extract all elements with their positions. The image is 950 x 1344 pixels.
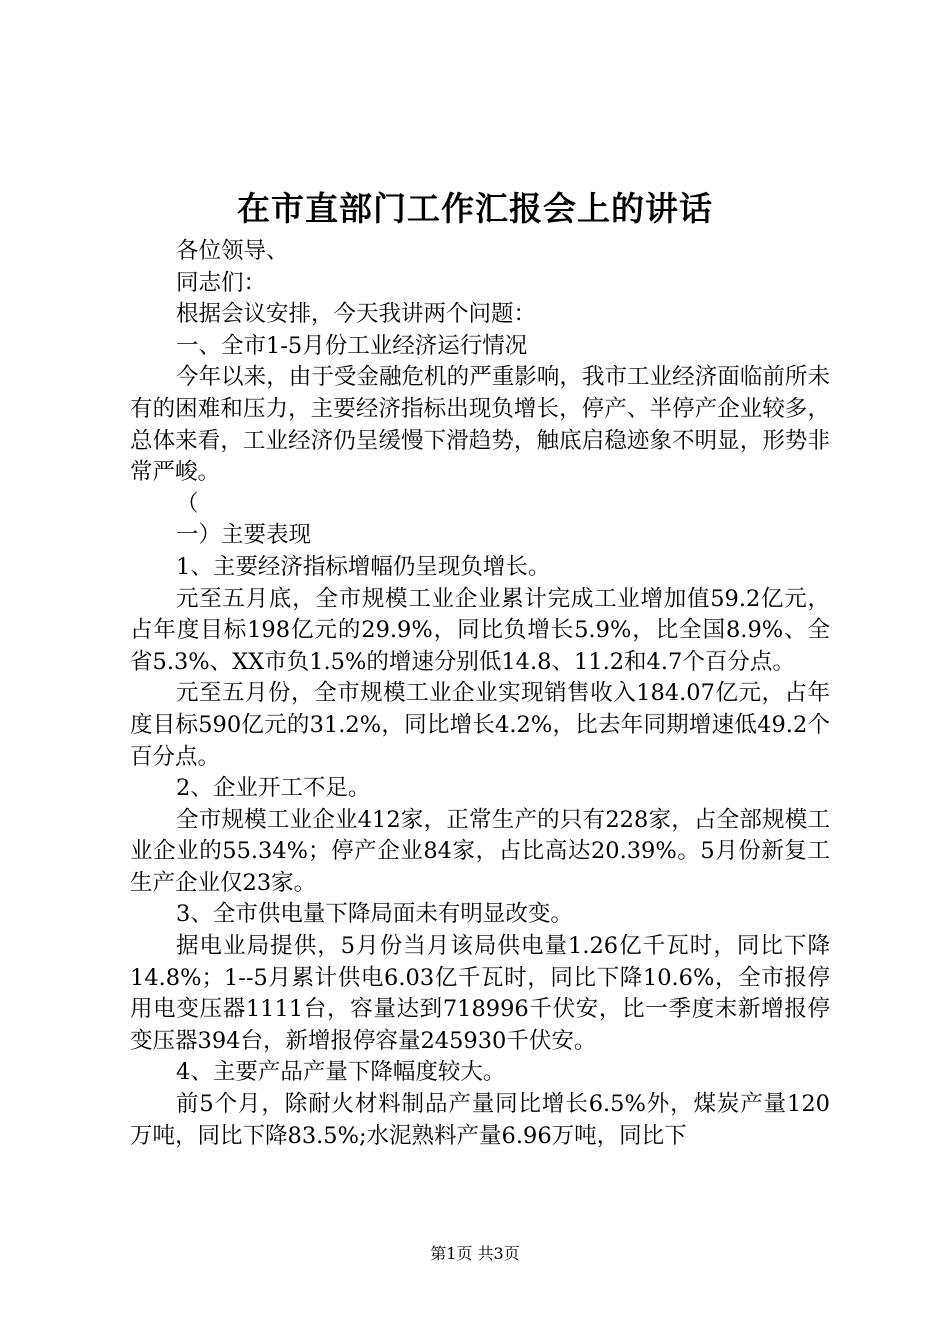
paragraph: 据电业局提供，5月份当月该局供电量1.26亿千瓦时，同比下降14.8%；1--5月累计供电6.03亿千瓦时，同比下降10.6%，全市报停用电变压器1111台，容量达到718996千伏安，比一季度末新增报停变压器394台，新增报停容量245930千伏安。 [130,933,830,1054]
paragraph: 元至五月份，全市规模工业企业实现销售收入184.07亿元，占年度目标590亿元的31.2%，同比增长4.2%，比去年同期增速低49.2个百分点。 [130,680,830,770]
section-heading-1: 一、全市1-5月份工业经济运行情况 [176,332,528,359]
intro-paragraph: 根据会议安排，今天我讲两个问题： [176,301,537,328]
subsection-heading: 一）主要表现 [176,522,312,549]
salutation-comrades: 同志们： [176,269,267,296]
document-body [130,236,830,1152]
page-number: 第1页 共3页 [430,1244,520,1263]
paragraph: 元至五月底，全市规模工业企业累计完成工业增加值59.2亿元，占年度目标198亿元的29.9%，同比负增长5.9%，比全国8.9%、全省5.3%、XX市负1.5%的增速分别低14.8、11.2和4.7个百分点。 [130,585,830,675]
paragraph: 全市规模工业企业412家，正常生产的只有228家，占全部规模工业企业的55.34%；停产企业84家，占比高达20.39%。5月份新复工生产企业仅23家。 [130,806,830,896]
document-title: 在市直部门工作汇报会上的讲话 [237,189,713,228]
salutation-leaders: 各位领导、 [176,238,289,264]
paragraph: （ [176,490,199,517]
paragraph: 今年以来，由于受金融危机的严重影响，我市工业经济面临前所未有的困难和压力，主要经济指标出现负增长，停产、半停产企业较多，总体来看，工业经济仍呈缓慢下滑趋势，触底启稳迹象不明显，形势非常严峻。 [130,364,830,486]
point-heading-1: 1、主要经济指标增幅仍呈现负增长。 [176,553,551,580]
point-heading-4: 4、主要产品产量下降幅度较大。 [176,1059,506,1086]
paragraph: 前5个月，除耐火材料制品产量同比增长6.5%外，煤炭产量120万吨，同比下降83.5%;水泥熟料产量6.96万吨，同比下 [130,1091,830,1149]
point-heading-2: 2、企业开工不足。 [176,775,371,802]
point-heading-3: 3、全市供电量下降局面未有明显改变。 [176,901,573,928]
